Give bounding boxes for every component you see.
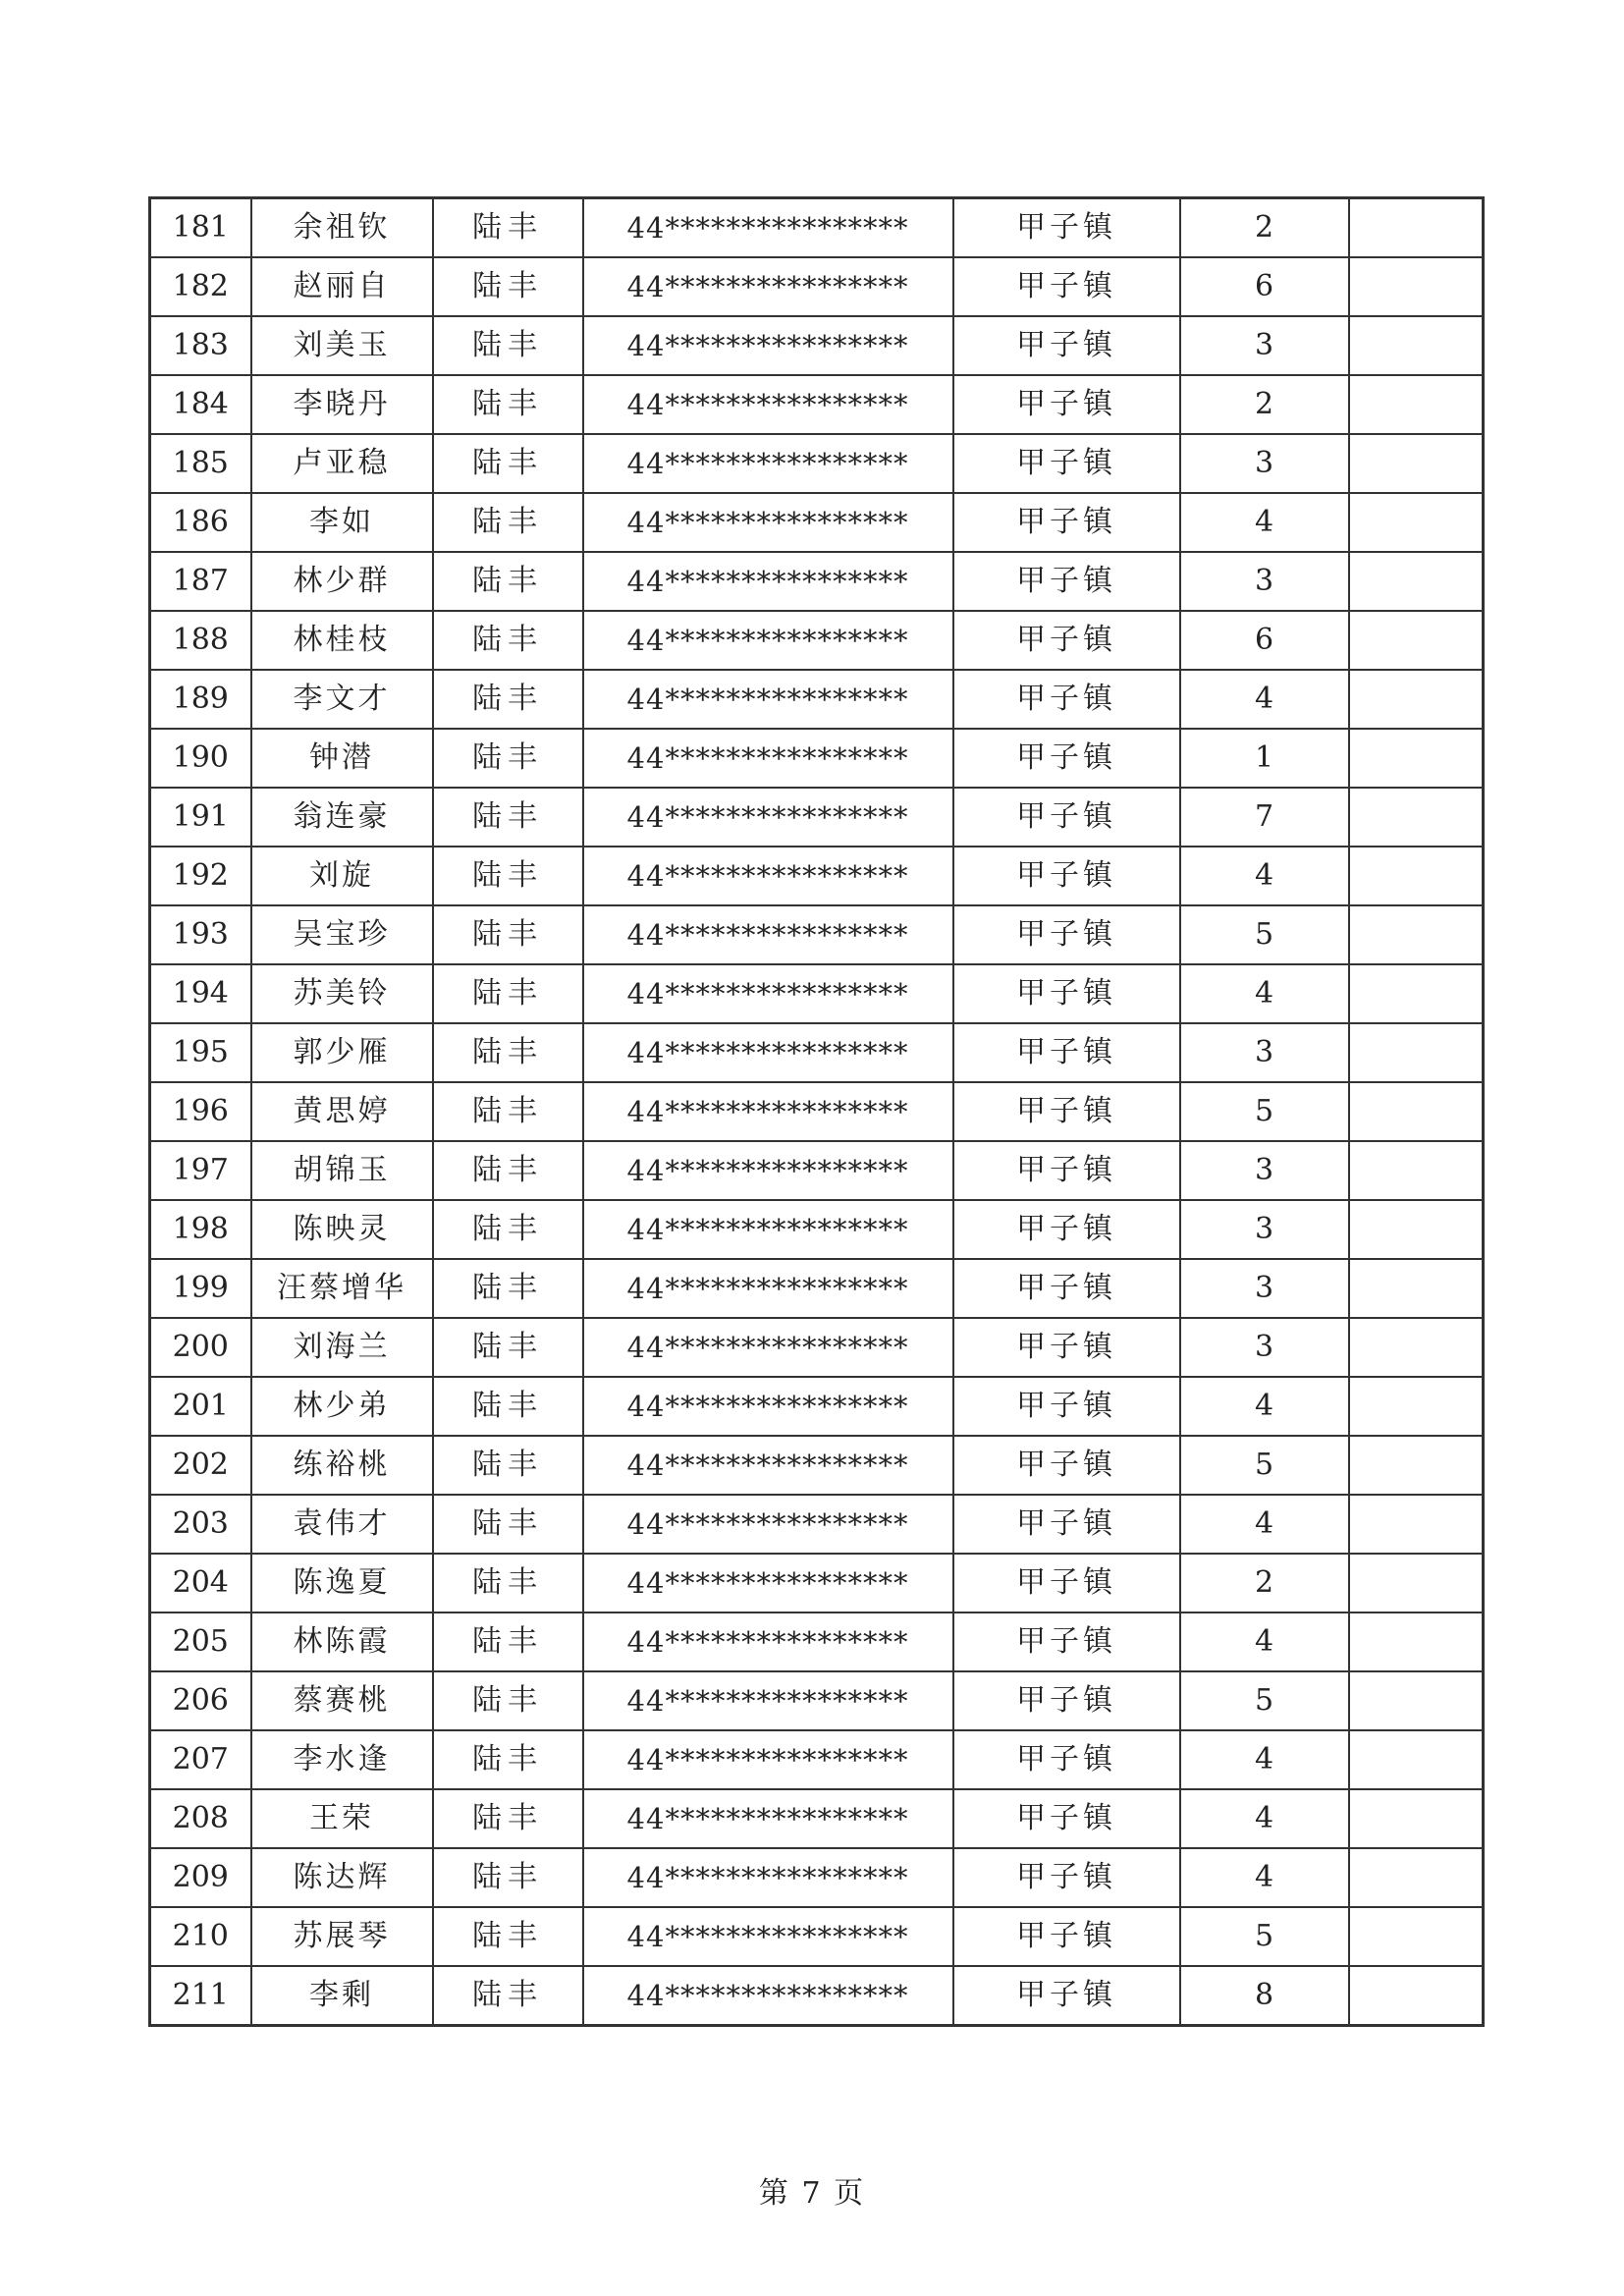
cell-count: 6 bbox=[1180, 611, 1349, 670]
cell-number: 196 bbox=[150, 1082, 251, 1141]
cell-name: 王荣 bbox=[251, 1789, 433, 1848]
cell-name: 胡锦玉 bbox=[251, 1141, 433, 1200]
cell-city: 陆丰 bbox=[433, 1200, 583, 1259]
cell-count: 6 bbox=[1180, 257, 1349, 316]
cell-note bbox=[1349, 1966, 1484, 2026]
cell-city: 陆丰 bbox=[433, 1436, 583, 1495]
cell-name: 李水逢 bbox=[251, 1730, 433, 1789]
cell-note bbox=[1349, 1789, 1484, 1848]
cell-name: 袁伟才 bbox=[251, 1495, 433, 1554]
cell-number: 204 bbox=[150, 1554, 251, 1613]
cell-note bbox=[1349, 257, 1484, 316]
table-row bbox=[150, 316, 1484, 375]
cell-city: 陆丰 bbox=[433, 434, 583, 493]
cell-count: 4 bbox=[1180, 1377, 1349, 1436]
cell-count: 4 bbox=[1180, 1495, 1349, 1554]
cell-town: 甲子镇 bbox=[953, 1495, 1180, 1554]
cell-number: 198 bbox=[150, 1200, 251, 1259]
table-row bbox=[150, 1200, 1484, 1259]
cell-id-number: 44**************** bbox=[583, 1259, 953, 1318]
cell-number: 203 bbox=[150, 1495, 251, 1554]
cell-number: 207 bbox=[150, 1730, 251, 1789]
table-row bbox=[150, 1023, 1484, 1082]
cell-count: 3 bbox=[1180, 1200, 1349, 1259]
cell-note bbox=[1349, 1082, 1484, 1141]
cell-city: 陆丰 bbox=[433, 1318, 583, 1377]
cell-city: 陆丰 bbox=[433, 847, 583, 905]
cell-id-number: 44**************** bbox=[583, 198, 953, 258]
cell-town: 甲子镇 bbox=[953, 1907, 1180, 1966]
cell-city: 陆丰 bbox=[433, 1082, 583, 1141]
cell-city: 陆丰 bbox=[433, 316, 583, 375]
cell-count: 4 bbox=[1180, 1730, 1349, 1789]
cell-id-number: 44**************** bbox=[583, 670, 953, 729]
cell-name: 卢亚稳 bbox=[251, 434, 433, 493]
cell-name: 李如 bbox=[251, 493, 433, 552]
cell-count: 3 bbox=[1180, 434, 1349, 493]
cell-number: 189 bbox=[150, 670, 251, 729]
cell-note bbox=[1349, 1671, 1484, 1730]
cell-city: 陆丰 bbox=[433, 1495, 583, 1554]
cell-id-number: 44**************** bbox=[583, 1436, 953, 1495]
table-row bbox=[150, 729, 1484, 788]
cell-number: 211 bbox=[150, 1966, 251, 2026]
cell-count: 3 bbox=[1180, 552, 1349, 611]
cell-note bbox=[1349, 493, 1484, 552]
cell-name: 林桂枝 bbox=[251, 611, 433, 670]
cell-number: 197 bbox=[150, 1141, 251, 1200]
cell-count: 7 bbox=[1180, 788, 1349, 847]
cell-number: 195 bbox=[150, 1023, 251, 1082]
cell-id-number: 44**************** bbox=[583, 1377, 953, 1436]
cell-count: 3 bbox=[1180, 1259, 1349, 1318]
table-row bbox=[150, 670, 1484, 729]
cell-town: 甲子镇 bbox=[953, 434, 1180, 493]
cell-city: 陆丰 bbox=[433, 905, 583, 964]
cell-city: 陆丰 bbox=[433, 1966, 583, 2026]
cell-number: 200 bbox=[150, 1318, 251, 1377]
cell-id-number: 44**************** bbox=[583, 1730, 953, 1789]
cell-count: 3 bbox=[1180, 1141, 1349, 1200]
cell-count: 2 bbox=[1180, 1554, 1349, 1613]
cell-town: 甲子镇 bbox=[953, 1023, 1180, 1082]
cell-note bbox=[1349, 1141, 1484, 1200]
cell-note bbox=[1349, 847, 1484, 905]
cell-id-number: 44**************** bbox=[583, 1023, 953, 1082]
cell-count: 4 bbox=[1180, 493, 1349, 552]
cell-count: 5 bbox=[1180, 1436, 1349, 1495]
cell-city: 陆丰 bbox=[433, 1259, 583, 1318]
cell-city: 陆丰 bbox=[433, 729, 583, 788]
cell-town: 甲子镇 bbox=[953, 1436, 1180, 1495]
cell-town: 甲子镇 bbox=[953, 1259, 1180, 1318]
cell-name: 李晓丹 bbox=[251, 375, 433, 434]
cell-number: 190 bbox=[150, 729, 251, 788]
cell-town: 甲子镇 bbox=[953, 611, 1180, 670]
cell-id-number: 44**************** bbox=[583, 1554, 953, 1613]
cell-note bbox=[1349, 1613, 1484, 1671]
cell-number: 210 bbox=[150, 1907, 251, 1966]
cell-count: 3 bbox=[1180, 1023, 1349, 1082]
cell-city: 陆丰 bbox=[433, 1907, 583, 1966]
cell-town: 甲子镇 bbox=[953, 316, 1180, 375]
roster-table-container bbox=[148, 196, 1482, 2027]
cell-town: 甲子镇 bbox=[953, 1789, 1180, 1848]
cell-id-number: 44**************** bbox=[583, 493, 953, 552]
cell-name: 陈逸夏 bbox=[251, 1554, 433, 1613]
table-row bbox=[150, 1789, 1484, 1848]
cell-note bbox=[1349, 552, 1484, 611]
roster-table-body bbox=[150, 198, 1484, 2026]
cell-id-number: 44**************** bbox=[583, 729, 953, 788]
cell-count: 4 bbox=[1180, 847, 1349, 905]
cell-town: 甲子镇 bbox=[953, 788, 1180, 847]
table-row bbox=[150, 1907, 1484, 1966]
cell-city: 陆丰 bbox=[433, 552, 583, 611]
cell-id-number: 44**************** bbox=[583, 847, 953, 905]
table-row bbox=[150, 434, 1484, 493]
table-row bbox=[150, 1377, 1484, 1436]
cell-id-number: 44**************** bbox=[583, 1318, 953, 1377]
cell-note bbox=[1349, 1848, 1484, 1907]
cell-count: 4 bbox=[1180, 1848, 1349, 1907]
cell-note bbox=[1349, 316, 1484, 375]
cell-note bbox=[1349, 1259, 1484, 1318]
cell-number: 202 bbox=[150, 1436, 251, 1495]
table-row bbox=[150, 1436, 1484, 1495]
cell-town: 甲子镇 bbox=[953, 905, 1180, 964]
cell-number: 188 bbox=[150, 611, 251, 670]
cell-id-number: 44**************** bbox=[583, 552, 953, 611]
cell-number: 209 bbox=[150, 1848, 251, 1907]
cell-name: 郭少雁 bbox=[251, 1023, 433, 1082]
cell-count: 4 bbox=[1180, 1789, 1349, 1848]
cell-note bbox=[1349, 1377, 1484, 1436]
cell-city: 陆丰 bbox=[433, 1377, 583, 1436]
cell-town: 甲子镇 bbox=[953, 1730, 1180, 1789]
cell-note bbox=[1349, 1554, 1484, 1613]
cell-number: 199 bbox=[150, 1259, 251, 1318]
cell-number: 187 bbox=[150, 552, 251, 611]
cell-town: 甲子镇 bbox=[953, 1377, 1180, 1436]
cell-number: 183 bbox=[150, 316, 251, 375]
cell-note bbox=[1349, 375, 1484, 434]
cell-id-number: 44**************** bbox=[583, 964, 953, 1023]
cell-name: 蔡赛桃 bbox=[251, 1671, 433, 1730]
cell-city: 陆丰 bbox=[433, 670, 583, 729]
cell-id-number: 44**************** bbox=[583, 905, 953, 964]
cell-city: 陆丰 bbox=[433, 1789, 583, 1848]
cell-town: 甲子镇 bbox=[953, 198, 1180, 258]
table-row bbox=[150, 611, 1484, 670]
cell-id-number: 44**************** bbox=[583, 1613, 953, 1671]
cell-note bbox=[1349, 1200, 1484, 1259]
table-row bbox=[150, 964, 1484, 1023]
cell-town: 甲子镇 bbox=[953, 1082, 1180, 1141]
cell-count: 5 bbox=[1180, 1082, 1349, 1141]
cell-town: 甲子镇 bbox=[953, 1848, 1180, 1907]
cell-town: 甲子镇 bbox=[953, 964, 1180, 1023]
cell-name: 李剩 bbox=[251, 1966, 433, 2026]
cell-city: 陆丰 bbox=[433, 198, 583, 258]
cell-number: 191 bbox=[150, 788, 251, 847]
cell-note bbox=[1349, 1730, 1484, 1789]
cell-count: 3 bbox=[1180, 316, 1349, 375]
cell-name: 刘海兰 bbox=[251, 1318, 433, 1377]
table-row bbox=[150, 1259, 1484, 1318]
cell-town: 甲子镇 bbox=[953, 1200, 1180, 1259]
cell-city: 陆丰 bbox=[433, 1023, 583, 1082]
cell-count: 8 bbox=[1180, 1966, 1349, 2026]
cell-note bbox=[1349, 434, 1484, 493]
cell-number: 192 bbox=[150, 847, 251, 905]
cell-id-number: 44**************** bbox=[583, 611, 953, 670]
table-row bbox=[150, 1495, 1484, 1554]
cell-number: 208 bbox=[150, 1789, 251, 1848]
table-row bbox=[150, 1730, 1484, 1789]
cell-city: 陆丰 bbox=[433, 1671, 583, 1730]
table-row bbox=[150, 1141, 1484, 1200]
cell-count: 5 bbox=[1180, 1671, 1349, 1730]
cell-name: 林少群 bbox=[251, 552, 433, 611]
cell-city: 陆丰 bbox=[433, 1141, 583, 1200]
cell-name: 林陈霞 bbox=[251, 1613, 433, 1671]
cell-note bbox=[1349, 964, 1484, 1023]
roster-table bbox=[148, 196, 1485, 2027]
cell-note bbox=[1349, 1023, 1484, 1082]
table-row bbox=[150, 788, 1484, 847]
cell-count: 2 bbox=[1180, 375, 1349, 434]
cell-number: 206 bbox=[150, 1671, 251, 1730]
cell-town: 甲子镇 bbox=[953, 257, 1180, 316]
cell-count: 5 bbox=[1180, 1907, 1349, 1966]
page-number: 第 7 页 bbox=[758, 2176, 866, 2211]
cell-city: 陆丰 bbox=[433, 611, 583, 670]
table-row bbox=[150, 847, 1484, 905]
cell-id-number: 44**************** bbox=[583, 257, 953, 316]
cell-id-number: 44**************** bbox=[583, 1789, 953, 1848]
cell-name: 苏展琴 bbox=[251, 1907, 433, 1966]
cell-name: 李文才 bbox=[251, 670, 433, 729]
cell-note bbox=[1349, 729, 1484, 788]
table-row bbox=[150, 1671, 1484, 1730]
cell-town: 甲子镇 bbox=[953, 552, 1180, 611]
cell-count: 4 bbox=[1180, 964, 1349, 1023]
cell-number: 185 bbox=[150, 434, 251, 493]
cell-city: 陆丰 bbox=[433, 1730, 583, 1789]
cell-note bbox=[1349, 905, 1484, 964]
cell-count: 3 bbox=[1180, 1318, 1349, 1377]
table-row bbox=[150, 375, 1484, 434]
cell-id-number: 44**************** bbox=[583, 1966, 953, 2026]
cell-name: 赵丽自 bbox=[251, 257, 433, 316]
cell-name: 吴宝珍 bbox=[251, 905, 433, 964]
cell-name: 林少弟 bbox=[251, 1377, 433, 1436]
cell-number: 181 bbox=[150, 198, 251, 258]
cell-id-number: 44**************** bbox=[583, 1200, 953, 1259]
cell-city: 陆丰 bbox=[433, 1613, 583, 1671]
cell-id-number: 44**************** bbox=[583, 1907, 953, 1966]
cell-count: 4 bbox=[1180, 1613, 1349, 1671]
table-row bbox=[150, 1318, 1484, 1377]
cell-id-number: 44**************** bbox=[583, 375, 953, 434]
cell-note bbox=[1349, 1436, 1484, 1495]
table-row bbox=[150, 1966, 1484, 2026]
cell-name: 刘美玉 bbox=[251, 316, 433, 375]
cell-town: 甲子镇 bbox=[953, 847, 1180, 905]
cell-city: 陆丰 bbox=[433, 493, 583, 552]
cell-note bbox=[1349, 1318, 1484, 1377]
table-row bbox=[150, 257, 1484, 316]
cell-id-number: 44**************** bbox=[583, 316, 953, 375]
table-row bbox=[150, 1082, 1484, 1141]
cell-city: 陆丰 bbox=[433, 375, 583, 434]
table-row bbox=[150, 198, 1484, 258]
cell-city: 陆丰 bbox=[433, 1554, 583, 1613]
cell-town: 甲子镇 bbox=[953, 375, 1180, 434]
cell-number: 201 bbox=[150, 1377, 251, 1436]
cell-number: 182 bbox=[150, 257, 251, 316]
cell-number: 186 bbox=[150, 493, 251, 552]
cell-number: 205 bbox=[150, 1613, 251, 1671]
cell-name: 黄思婷 bbox=[251, 1082, 433, 1141]
cell-id-number: 44**************** bbox=[583, 1848, 953, 1907]
cell-town: 甲子镇 bbox=[953, 1141, 1180, 1200]
cell-name: 陈达辉 bbox=[251, 1848, 433, 1907]
cell-count: 2 bbox=[1180, 198, 1349, 258]
cell-name: 刘旋 bbox=[251, 847, 433, 905]
cell-town: 甲子镇 bbox=[953, 493, 1180, 552]
cell-city: 陆丰 bbox=[433, 788, 583, 847]
cell-count: 1 bbox=[1180, 729, 1349, 788]
cell-name: 苏美铃 bbox=[251, 964, 433, 1023]
cell-note bbox=[1349, 670, 1484, 729]
table-row bbox=[150, 493, 1484, 552]
cell-town: 甲子镇 bbox=[953, 1613, 1180, 1671]
table-row bbox=[150, 905, 1484, 964]
cell-town: 甲子镇 bbox=[953, 1671, 1180, 1730]
cell-number: 184 bbox=[150, 375, 251, 434]
cell-name: 余祖钦 bbox=[251, 198, 433, 258]
cell-name: 练裕桃 bbox=[251, 1436, 433, 1495]
cell-id-number: 44**************** bbox=[583, 434, 953, 493]
cell-town: 甲子镇 bbox=[953, 1554, 1180, 1613]
cell-note bbox=[1349, 788, 1484, 847]
table-row bbox=[150, 1554, 1484, 1613]
cell-id-number: 44**************** bbox=[583, 1141, 953, 1200]
cell-name: 翁连豪 bbox=[251, 788, 433, 847]
cell-id-number: 44**************** bbox=[583, 1495, 953, 1554]
cell-number: 194 bbox=[150, 964, 251, 1023]
cell-note bbox=[1349, 1495, 1484, 1554]
table-row bbox=[150, 1848, 1484, 1907]
cell-id-number: 44**************** bbox=[583, 788, 953, 847]
table-row bbox=[150, 552, 1484, 611]
cell-city: 陆丰 bbox=[433, 257, 583, 316]
cell-town: 甲子镇 bbox=[953, 1318, 1180, 1377]
cell-note bbox=[1349, 198, 1484, 258]
cell-city: 陆丰 bbox=[433, 1848, 583, 1907]
cell-note bbox=[1349, 611, 1484, 670]
cell-name: 汪蔡增华 bbox=[251, 1259, 433, 1318]
cell-name: 钟潜 bbox=[251, 729, 433, 788]
cell-count: 4 bbox=[1180, 670, 1349, 729]
cell-number: 193 bbox=[150, 905, 251, 964]
cell-note bbox=[1349, 1907, 1484, 1966]
cell-name: 陈映灵 bbox=[251, 1200, 433, 1259]
cell-town: 甲子镇 bbox=[953, 1966, 1180, 2026]
cell-city: 陆丰 bbox=[433, 964, 583, 1023]
cell-id-number: 44**************** bbox=[583, 1671, 953, 1730]
cell-id-number: 44**************** bbox=[583, 1082, 953, 1141]
cell-count: 5 bbox=[1180, 905, 1349, 964]
table-row bbox=[150, 1613, 1484, 1671]
cell-town: 甲子镇 bbox=[953, 670, 1180, 729]
cell-town: 甲子镇 bbox=[953, 729, 1180, 788]
